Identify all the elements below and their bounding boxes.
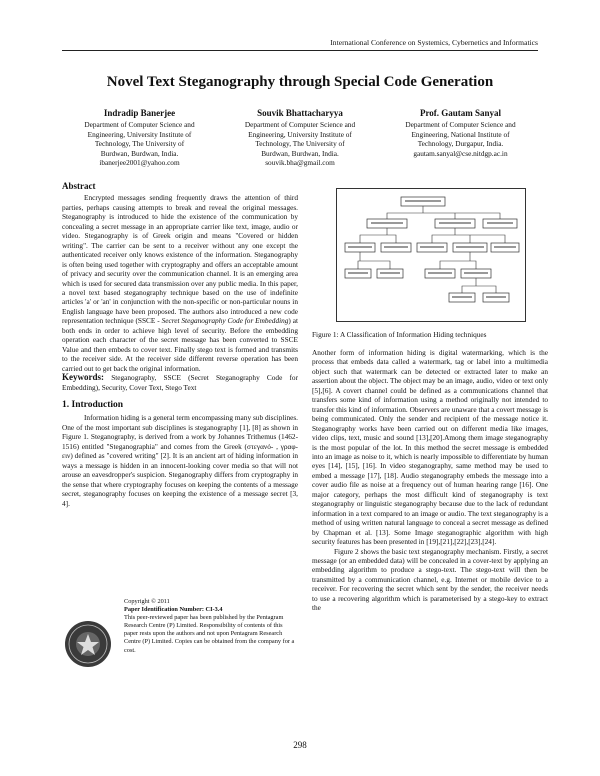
right-column (312, 348, 548, 613)
right-paragraph-1: Another form of information hiding is digital watermarking, which is the process that embeds data called a watermark, tag or label into a multimedia object such that watermark can be detected or extracted later to make an assertion about the object. The object may be an image, audio, video or text only [5],[6]. A covert channel could be defined as a communications channel that transfers some kind of information using a method originally not intended to transfer this kind of information. Observers are unaware that a covert message is being communicated. Only the sender and recipient of the message notice it. Steganography works have been carried out on different media like images, video clips, text, music and sound [13],[20].Among them image steganography is the most popular of the lot. In this method the secret message is embedded into an image as noise to it, which is nearly impossible to differentiate by human eyes [14], [15], [16]. In video steganography, same method may be used to embed a message [17], [18]. Audio steganography embeds the message into a cover audio file as noise at a frequency out of human hearing range [16]. One major category, perhaps the most difficult kind of steganography is text steganography or linguistic steganography because due to the lack of redundant information in a text compared to an image or audio. The text steganography is a method of using written natural language to conceal a secret message as defined by Chapman et al. [13]. Some Image steganographic algorithm with high security features has been presented in [19],[21],[22],[23],[24]. (312, 348, 548, 547)
pentagram-seal-icon (64, 620, 112, 668)
paper-id: Paper Identification Number: CI-3.4 (124, 606, 223, 614)
author-1 (62, 108, 217, 168)
intro-heading: 1. Introduction (62, 399, 124, 410)
affiliation-line: Technology, The University of (94, 139, 185, 149)
author-3 (383, 108, 538, 168)
paper-title: Novel Text Steganography through Special Code Generation (106, 74, 494, 90)
left-column (62, 182, 298, 508)
copyright-box (62, 598, 298, 708)
right-paragraph-2: Figure 2 shows the basic text steganography mechanism. Firstly, a secret message (or an embedded data) will be concealed in a cover-text by applying an embedding algorithm to produce a stego-text. The stego-text will then be transmitted by a communication channel, e.g. Internet or mobile device to a receiver. For recovering the secret which sent by the sender, the receiver needs to use a recovering algorithm which is parameterised by a stego-key to extract the (312, 546, 548, 613)
abstract-body: Encrypted messages sending frequently draws the attention of third parties, perhaps causing attempts to break and reveal the original messages. Steganography is introduced to hide the existence of the communication by concealing a secret message in an appropriate carrier like text, image, audio or video. Steganography is of Greek origin and means "Covered or hidden writing". The carrier can be sent to a receiver without any one except the authenticated receiver only knows existence of the information. Steganography is often being used together with cryptography and offers an acceptable amount of privacy and security over the communication channel. It is an emerging area which is used for secured data transmission over any public media. In this paper, a novel text based steganography technique based on the use of indefinite articles 'a' or 'an' in conjunction with the non-specific or non-particular nouns in English language have been proposed. The authors also introduced a new code representation technique (SSCE - (62, 193, 298, 326)
affiliation-line: Department of Computer Science and (84, 120, 195, 129)
author-name: Indradip Banerjee (103, 108, 176, 118)
author-email: ibanerjee2001@yahoo.com (99, 158, 180, 168)
abstract-text (62, 193, 298, 373)
copyright-text (124, 598, 298, 655)
affiliation-line: Burdwan, Burdwan, India. (100, 148, 179, 158)
header-rule (62, 50, 538, 51)
affiliation-line: Technology, The University of (255, 139, 345, 149)
classification-diagram (337, 189, 525, 321)
keywords (62, 373, 298, 392)
author-email: gautam.sanyal@cse.nitdgp.ac.in (413, 148, 508, 158)
keywords-label: Keywords: (62, 372, 104, 383)
conference-header: International Conference on Systemics, Cybernetics and Informatics (330, 38, 538, 47)
abstract-emphasis: Secret Steganography Code for Embedding (161, 316, 289, 326)
affiliation-line: Engineering, University Institute of (248, 129, 352, 139)
affiliation-line: Burdwan, Burdwan, India. (261, 148, 339, 158)
affiliation-line: Department of Computer Science and (244, 120, 356, 129)
affiliation-line: Engineering, National Institute of (411, 129, 510, 139)
copyright-year: Copyright © 2011 (124, 598, 170, 605)
author-email: souvik.bha@gmail.com (265, 158, 335, 168)
abstract-heading: Abstract (62, 181, 96, 191)
page-number: 298 (293, 740, 307, 750)
affiliation-line: Technology, Durgapur, India. (417, 139, 504, 149)
figure-caption: Figure 1: A Classification of Information Hiding techniques (312, 330, 487, 339)
figure-1 (336, 188, 526, 322)
abstract-body-end: ) at both ends in order to achieve high level of security. Before the embedding operation each character of the secret message has been converted to SSCE Value and then embeds to cover text. Finally stego text is formed and transmits to the receiver side. At the receiver side different reverse operation has been carried out to get back the original information. (62, 316, 299, 373)
author-name: Souvik Bhattacharyya (257, 108, 343, 118)
affiliation-line: Department of Computer Science and (405, 120, 516, 129)
affiliation-line: Engineering, University Institute of (87, 129, 192, 139)
author-2 (223, 108, 378, 168)
author-block (62, 108, 538, 168)
keywords-text: Steganography, SSCE (Secret Steganography Code for Embedding), Security, Cover Text, Stego Text (62, 373, 298, 392)
author-name: Prof. Gautam Sanyal (419, 108, 502, 118)
copyright-notice: This peer-reviewed paper has been published by the Pentagram Research Centre (P) Limited. Responsibility of contents of this paper rests upon the authors and not upon Pentagram Research Centre (P) Limited. Copies can be obtained from the company for a cost. (124, 614, 295, 654)
intro-paragraph: Information hiding is a general term encompassing many sub disciplines. One of the most important sub disciplines is steganography [1], [8] as shown in Figure 1. Steganography, is derived from a work by Johannes Trithemus (1462-1516) entitled "Steganographia" and comes from the Greek (στεγανό- , γραφ-ειν) defined as "covered writing" [2]. It is an ancient art of hiding information in ways a message is hidden in an innocent-looking cover media so that will not arouse an eavesdropper's suspicion. Steganography differs from cryptography in the sense that where cryptography focuses on keeping the contents of a message secret, steganography focuses on keeping the existence of a message secret [3, 4]. (62, 413, 298, 508)
